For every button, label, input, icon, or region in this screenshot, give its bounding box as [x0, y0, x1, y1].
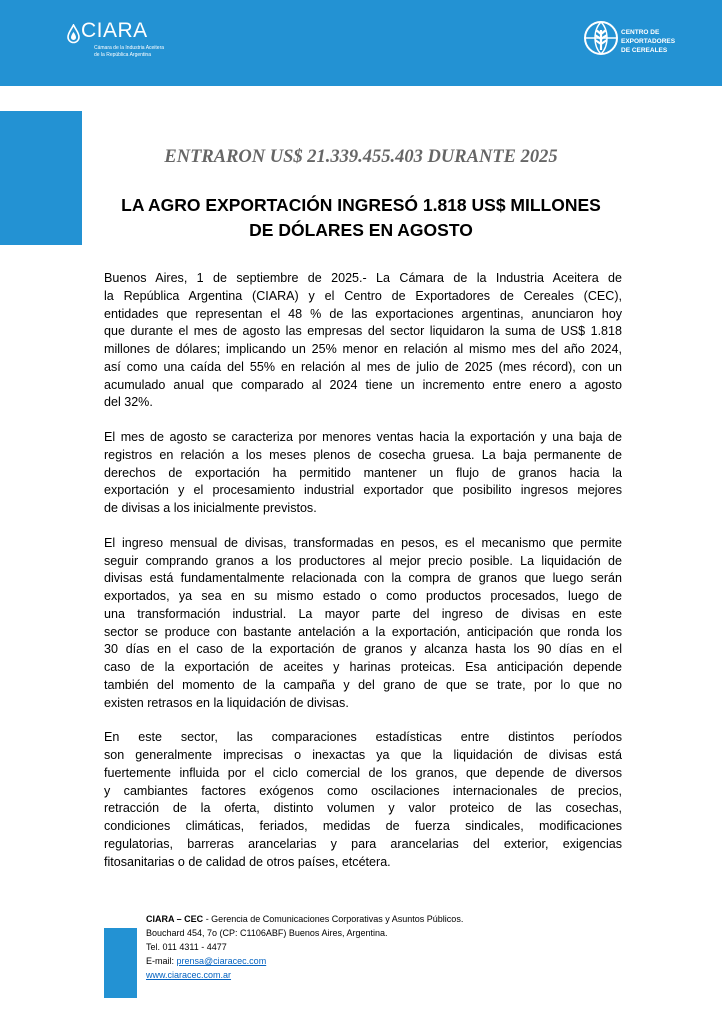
paragraph-line: El mes de agosto se caracteriza por menores ventas hacia la exportación y una baja de	[104, 430, 622, 444]
paragraph-line: sector se produce con bastante antelación a la exportación, anticipación que ronda los	[104, 624, 622, 639]
title-line: DE DÓLARES EN AGOSTO	[249, 220, 473, 240]
footer-website-line	[146, 968, 463, 982]
body-paragraph	[104, 535, 622, 713]
footer-org: CIARA – CEC	[146, 914, 204, 924]
paragraph-line: exportados, ya sea en su mismo estado o como productos procesados, luego de	[104, 589, 622, 603]
paragraph-line: caso de la exportación de aceites y harinas proteicas. Esa anticipación depende	[104, 660, 622, 674]
body-paragraph	[104, 729, 622, 871]
ciara-subtitle-2: de la República Argentina	[94, 52, 151, 58]
website-link[interactable]: www.ciaracec.com.ar	[146, 970, 232, 980]
cec-name: CENTRO DE EXPORTADORES DE CEREALES	[621, 29, 676, 54]
footer-email-label: E-mail:	[146, 956, 177, 966]
paragraph-line: En este sector, las comparaciones estadísticas entre distintos períodos	[104, 730, 622, 745]
paragraph-line: Buenos Aires, 1 de septiembre de 2025.- La Cámara de la Industria Aceitera de	[104, 271, 622, 285]
paragraph-line: entidades que representan el 48 % de las exportaciones argentinas, anunciaron hoy	[104, 306, 622, 321]
footer-contact	[146, 912, 463, 982]
paragraph-line: acumulado anual que comparado al 2024 tiene un incremento entre enero a agosto	[104, 377, 622, 392]
body-paragraph	[104, 429, 622, 518]
paragraph-line: derechos de exportación ha permitido mantener un flujo de granos hacia la	[104, 465, 622, 480]
paragraph-line: registros en relación a los meses plenos de cosecha gruesa. La baja permanente de	[104, 447, 622, 462]
paragraph-line: la República Argentina (CIARA) y el Centro de Exportadores de Cereales (CEC),	[104, 288, 622, 303]
body-paragraph	[104, 270, 622, 412]
paragraph-line: así como una caída del 55% en relación al mes de julio de 2025 (mes récord), con un	[104, 359, 622, 374]
footer-email-line	[146, 954, 463, 968]
paragraph-line: también del momento de la campaña y del grano de que se trate, por lo que no	[104, 677, 622, 692]
ciara-wordmark: CIARA	[81, 19, 148, 42]
paragraph-line: que durante el mes de agosto las empresas del sector liquidaron la suma de US$ 1.818	[104, 324, 622, 339]
paragraph-line: fuertemente influida por el ciclo comercial de los granos, que depende de diversos	[104, 765, 622, 780]
article-body	[104, 270, 622, 888]
page-title	[100, 193, 622, 243]
footer-address: Bouchard 454, 7o (CP: C1106ABF) Buenos Aires, Argentina.	[146, 928, 388, 938]
paragraph-line: del 32%.	[104, 395, 153, 410]
footer-org-line	[146, 912, 463, 926]
paragraph-line: retracción de la oferta, distinto volumen y valor proteico de las cosechas,	[104, 801, 622, 816]
paragraph-line: millones de dólares; implicando un 25% menor en relación al mismo mes del año 2024,	[104, 342, 622, 356]
footer-phone: Tel. 011 4311 - 4477	[146, 942, 227, 952]
kicker: ENTRARON US$ 21.339.455.403 DURANTE 2025	[164, 147, 558, 167]
paragraph-line: exportación y el procesamiento industrial exportador que posibilito ingresos mejores	[104, 483, 622, 498]
paragraph-line: regulatorias, barreras arancelarias y para arancelarias del exterior, exigencias	[104, 836, 622, 851]
header-band	[0, 0, 722, 86]
paragraph-line: existen retrasos en la liquidación de divisas.	[104, 695, 349, 710]
footer-accent-bar	[104, 928, 137, 998]
side-accent-bar	[0, 111, 82, 245]
wheat-globe-icon	[583, 20, 619, 56]
footer-org-desc: - Gerencia de Comunicaciones Corporativas y Asuntos Públicos.	[203, 914, 464, 924]
ciara-subtitle: Cámara de la Industria Aceitera	[94, 45, 165, 51]
paragraph-line: 30 días en el caso de la exportación de granos y alcanza hasta los 90 días en el	[104, 642, 622, 657]
ciara-drop-icon	[67, 24, 80, 44]
paragraph-line: seguir comprando granos a los productores al mejor precio posible. La liquidación de	[104, 553, 622, 568]
email-link[interactable]: prensa@ciaracec.com	[176, 956, 267, 966]
paragraph-line: son generalmente imprecisas o inexactas ya que la liquidación de divisas está	[104, 748, 622, 762]
paragraph-line: divisas está fundamentalmente relacionada con la compra de granos que luego serán	[104, 571, 622, 586]
paragraph-line: El ingreso mensual de divisas, transformadas en pesos, es el mecanismo que permite	[104, 535, 622, 550]
title-line: LA AGRO EXPORTACIÓN INGRESÓ 1.818 US$ MILLONES	[121, 195, 601, 215]
paragraph-line: condiciones climáticas, feriados, medidas de fuerza sindicales, modificaciones	[104, 819, 622, 833]
paragraph-line: fitosanitarias o de calidad de otros países, etcétera.	[104, 854, 391, 869]
paragraph-line: y cambiantes factores exógenos como oscilaciones internacionales de precios,	[104, 783, 622, 798]
paragraph-line: de divisas a los inicialmente previstos.	[104, 501, 317, 515]
paragraph-line: una transformación industrial. La mayor parte del ingreso de divisas en este	[104, 606, 622, 621]
